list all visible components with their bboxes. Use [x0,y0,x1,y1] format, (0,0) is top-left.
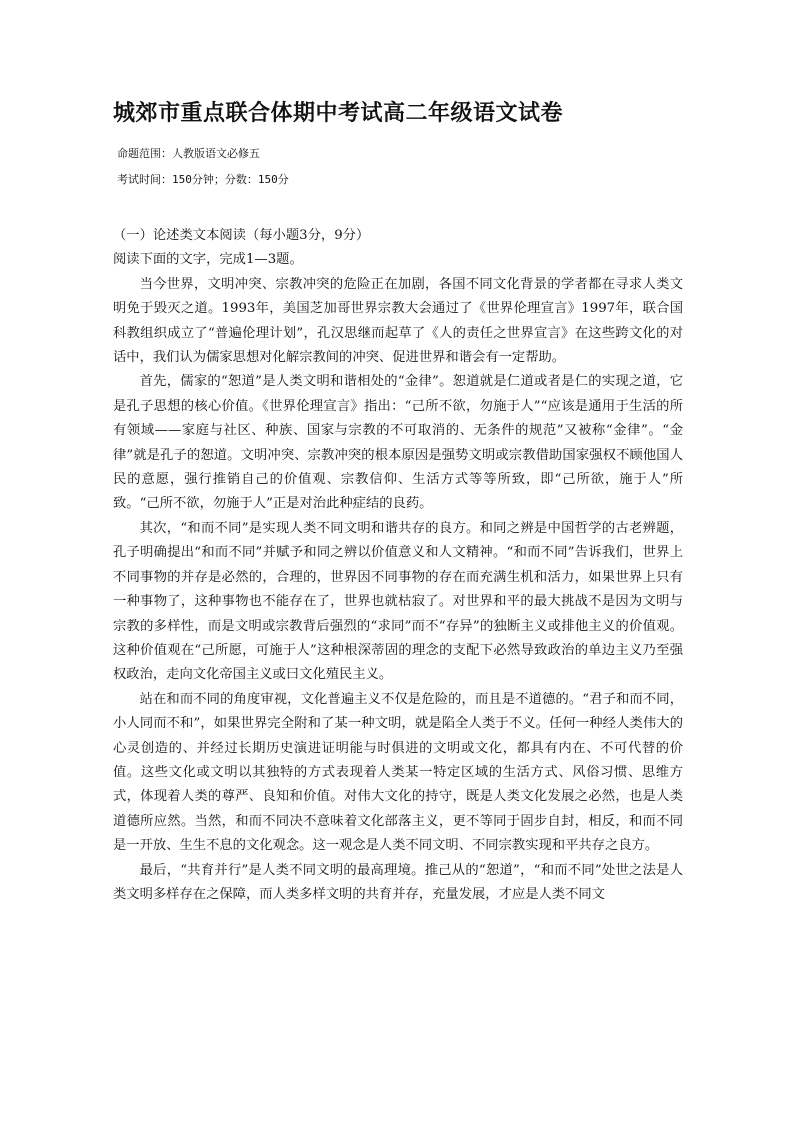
paragraph-3: 其次，“和而不同”是实现人类不同文明和谐共存的良方。和同之辨是中国哲学的古老辨题，孔子明确提出“和而不同”并赋予和同之辨以价值意义和人文精神。“和而不同”告诉我们，世界上不同事物的并存是必然的，合理的，世界因不同事物的存在而充满生机和活力，如果世界上只有一种事物了，这种事物也不能存在了，世界也就枯寂了。对世界和平的最大挑战不是因为文明与宗教的多样性，而是文明或宗教背后强烈的“求同”而不“存异”的独断主义或排他主义的价值观。这种价值观在“己所愿，可施于人”这种根深蒂固的理念的支配下必然导致政治的单边主义乃至强权政治，走向文化帝国主义或曰文化殖民主义。 [113,520,683,683]
paragraph-4: 站在和而不同的角度审视，文化普遍主义不仅是危险的，而且是不道德的。“君子和而不同，小人同而不和”，如果世界完全附和了某一种文明，就是陷全人类于不义。任何一种经人类伟大的心灵创造的、并经过长期历史演进证明能与时俱进的文明或文化，都具有内在、不可代替的价值。这些文化或文明以其独特的方式表现着人类某一特定区域的生活方式、风俗习惯、思维方式，体现着人类的尊严、良知和价值。对伟大文化的持守，既是人类文化发展之必然，也是人类道德所应然。当然，和而不同决不意味着文化部落主义，更不等同于固步自封，相反，和而不同是一开放、生生不息的文化观念。这一观念是人类不同文明、不同宗教实现和平共存之良方。 [113,691,683,854]
exam-time-score: 考试时间：150分钟；分数：150分 [117,173,289,186]
paragraph-5: 最后，“共育并行”是人类不同文明的最高理境。推己从的“恕道”，“和而不同”处世之法是人类文明多样存在之保障，而人类多样文明的共育并存，充量发展，才应是人类不同文 [113,862,683,902]
paragraph-1: 当今世界，文明冲突、宗教冲突的危险正在加剧，各国不同文化背景的学者都在寻求人类文明免于毁灭之道。1993年，美国芝加哥世界宗教大会通过了《世界伦理宣言》1997年，联合国科教组织成立了“普遍伦理计划”，孔汉思继而起草了《人的责任之世界宣言》在这些跨文化的对话中，我们认为儒家思想对化解宗教间的冲突、促进世界和谐会有一定帮助。 [113,276,683,366]
reading-section [113,224,683,907]
paragraph-2: 首先，儒家的“恕道”是人类文明和谐相处的“金律”。恕道就是仁道或者是仁的实现之道，它是孔子思想的核心价值。《世界伦理宣言》指出：“己所不欲，勿施于人”“应该是通用于生活的所有领域——家庭与社区、种族、国家与宗教的不可取消的、无条件的规范”又被称“金律”。“金律”就是孔子的恕道。文明冲突、宗教冲突的根本原因是强势文明或宗教借助国家强权不顾他国人民的意愿，强行推销自己的价值观、宗教信仰、生活方式等等所致，即“己所欲，施于人”所致。“己所不欲，勿施于人”正是对治此种症结的良药。 [113,374,683,512]
page-title: 城郊市重点联合体期中考试高二年级语文试卷 [113,100,564,126]
exam-scope: 命题范围：人教版语文必修五 [117,147,260,160]
section-heading: （一）论述类文本阅读（每小题3分，9分） [113,228,370,243]
reading-instruction: 阅读下面的文字，完成1—3题。 [113,252,303,268]
